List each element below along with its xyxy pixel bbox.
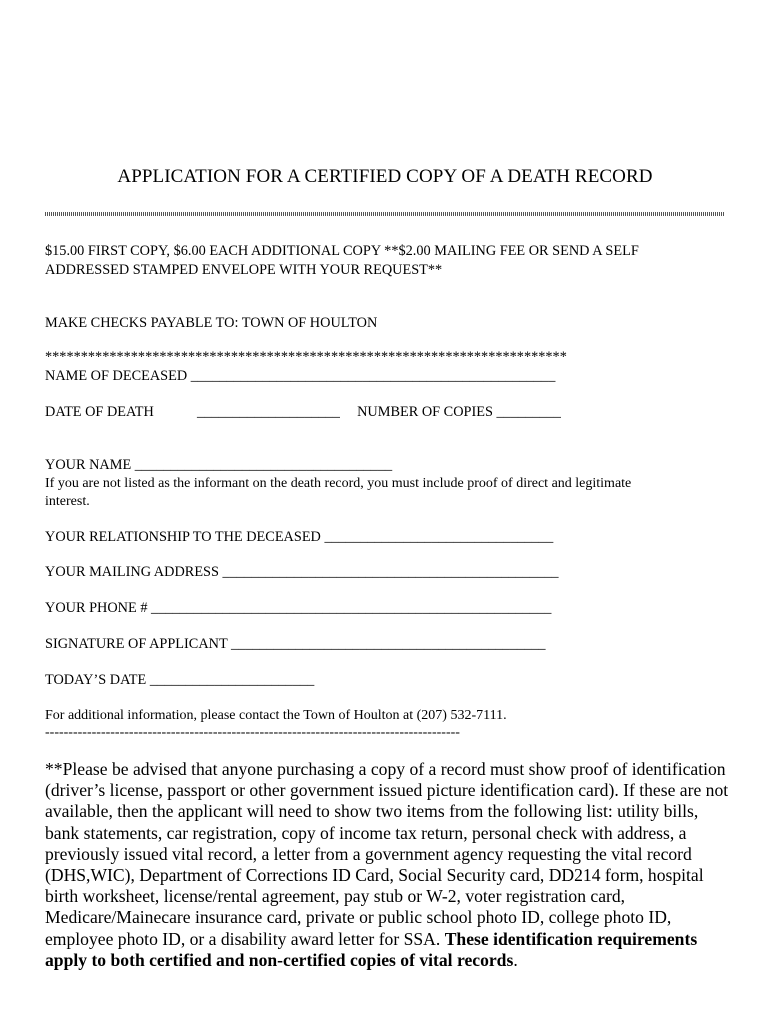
name-of-deceased-row — [45, 367, 555, 385]
fee-line-2: ADDRESSED STAMPED ENVELOPE WITH YOUR REQUEST** — [45, 262, 443, 278]
advisory-text: **Please be advised that anyone purchasing a copy of a record must show proof of identification (driver’s license, passport or other government issued picture identification card). If these are not available, then the applicant will need to show two items from the following list: utility bills, bank statements, car registration, copy of income tax return, personal check with address, a previously issued vital record, a letter from a government agency requesting the vital record (DHS,WIC), Department of Corrections ID Card, Social Security card, DD214 form, hospital birth worksheet, license/rental agreement, pay stub or W-2, voter registration card, Medicare/Mainecare insurance card, private or public school photo ID, college photo ID, employee photo ID, or a disability award letter for SSA. — [45, 759, 729, 949]
todays-date-field[interactable]: _______________________ — [149, 672, 315, 688]
name-of-deceased-field[interactable]: ___________________________________________________ — [190, 368, 556, 384]
advisory-end: . — [513, 949, 518, 970]
fee-line-1: $15.00 FIRST COPY, $6.00 EACH ADDITIONAL COPY **$2.00 MAILING FEE OR SEND A SELF — [45, 243, 639, 259]
todays-date-row — [45, 671, 314, 689]
todays-date-label: TODAY’S DATE — [45, 672, 147, 688]
decorative-rule — [45, 212, 725, 216]
number-of-copies-label: NUMBER OF COPIES — [357, 404, 493, 420]
your-name-label: YOUR NAME — [45, 457, 132, 473]
star-separator: ************************************************************************* — [45, 349, 567, 365]
contact-info: For additional information, please contact the Town of Houlton at (207) 532-7111. — [45, 708, 507, 723]
advisory-emphasis: These identification requirements apply to both certified and non-certified copies of vital records — [45, 928, 698, 970]
mailing-address-label: YOUR MAILING ADDRESS — [45, 564, 219, 580]
phone-label: YOUR PHONE # — [45, 600, 148, 616]
signature-row — [45, 635, 546, 653]
date-of-death-field[interactable]: ____________________ — [196, 404, 340, 420]
signature-field[interactable]: ____________________________________________ — [231, 636, 546, 652]
relationship-field[interactable]: ________________________________ — [324, 529, 554, 545]
signature-label: SIGNATURE OF APPLICANT — [45, 636, 228, 652]
identification-advisory — [45, 759, 735, 971]
phone-row — [45, 599, 551, 617]
date-of-death-label: DATE OF DEATH — [45, 404, 154, 420]
date-of-death-row — [45, 403, 561, 421]
mailing-address-row — [45, 563, 559, 581]
your-name-field[interactable]: ____________________________________ — [134, 457, 393, 473]
name-of-deceased-label: NAME OF DECEASED — [45, 368, 188, 384]
dash-separator: ----------------------------------------------------------------------------------------- — [45, 725, 460, 740]
your-name-row — [45, 456, 392, 474]
phone-field[interactable]: ________________________________________________________ — [151, 600, 552, 616]
relationship-label: YOUR RELATIONSHIP TO THE DECEASED — [45, 529, 321, 545]
number-of-copies-field[interactable]: _________ — [496, 404, 561, 420]
informant-note-line-1: If you are not listed as the informant on the death record, you must include proof of direct and legitimate — [45, 476, 632, 491]
informant-note-line-2: interest. — [45, 494, 90, 509]
mailing-address-field[interactable]: _______________________________________________ — [222, 564, 559, 580]
relationship-row — [45, 528, 553, 546]
checks-payable: MAKE CHECKS PAYABLE TO: TOWN OF HOULTON — [45, 315, 378, 331]
page-title: APPLICATION FOR A CERTIFIED COPY OF A DEATH RECORD — [117, 166, 653, 187]
